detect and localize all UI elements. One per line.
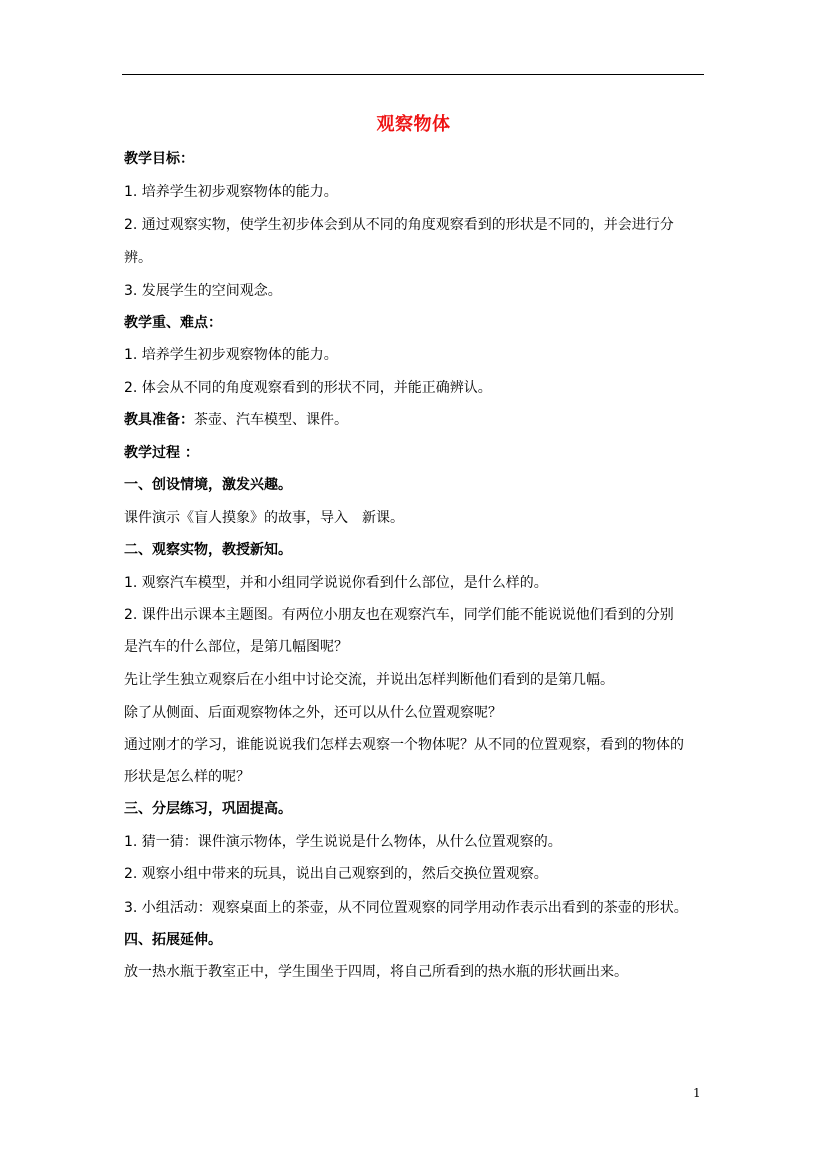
part-3-item-1: 1. 猜一猜：课件演示物体，学生说说是什么物体，从什么位置观察的。 (124, 834, 562, 850)
goal-2-line-1: 2. 通过观察实物，使学生初步体会到从不同的角度观察看到的形状是不同的，并会进行分 (124, 217, 674, 233)
part-2-item-3: 先让学生独立观察后在小组中讨论交流，并说出怎样判断他们看到的是第几幅。 (124, 672, 614, 688)
part-4-text: 放一热水瓶于教室正中，学生围坐于四周，将自己所看到的热水瓶的形状画出来。 (124, 964, 628, 980)
goal-2-line-2: 辨。 (124, 250, 152, 266)
part-2-item-5-line-1: 通过刚才的学习，谁能说说我们怎样去观察一个物体呢？从不同的位置观察，看到的物体的 (124, 737, 684, 753)
part-4-heading: 四、拓展延伸。 (124, 932, 222, 948)
part-3-heading: 三、分层练习，巩固提高。 (124, 801, 292, 817)
part-2-item-1: 1. 观察汽车模型，并和小组同学说说你看到什么部位，是什么样的。 (124, 575, 548, 591)
page-number: 1 (693, 1086, 701, 1100)
teaching-tools (124, 410, 706, 430)
part-3-item-3: 3. 小组活动：观察桌面上的茶壶，从不同位置观察的同学用动作表示出看到的茶壶的形状。 (124, 900, 688, 916)
key-point-1: 1. 培养学生初步观察物体的能力。 (124, 347, 338, 363)
header-rule (122, 74, 704, 75)
part-1-text: 课件演示《盲人摸象》的故事，导入 新课。 (124, 510, 404, 526)
part-2-heading: 二、观察实物，教授新知。 (124, 542, 292, 558)
key-points-heading: 教学重、难点： (124, 315, 222, 331)
part-1-heading: 一、创设情境，激发兴趣。 (124, 477, 292, 493)
teaching-tools-label: 教具准备： (124, 412, 194, 428)
goal-1: 1. 培养学生初步观察物体的能力。 (124, 184, 338, 200)
document-title: 观察物体 (376, 114, 451, 135)
goals-heading: 教学目标： (124, 151, 194, 167)
key-point-2: 2. 体会从不同的角度观察看到的形状不同，并能正确辨认。 (124, 380, 492, 396)
process-heading: 教学过程 ： (124, 445, 199, 461)
part-2-item-2-line-1: 2. 课件出示课本主题图。有两位小朋友也在观察汽车，同学们能不能说说他们看到的分别 (124, 607, 674, 623)
part-2-item-4: 除了从侧面、后面观察物体之外，还可以从什么位置观察呢？ (124, 705, 502, 721)
part-2-item-2-line-2: 是汽车的什么部位，是第几幅图呢？ (124, 639, 348, 655)
part-2-item-5-line-2: 形状是怎么样的呢？ (124, 769, 250, 785)
part-3-item-2: 2. 观察小组中带来的玩具，说出自己观察到的，然后交换位置观察。 (124, 866, 548, 882)
teaching-tools-value: 茶壶、汽车模型、课件。 (194, 412, 348, 428)
goal-3: 3. 发展学生的空间观念。 (124, 283, 282, 299)
